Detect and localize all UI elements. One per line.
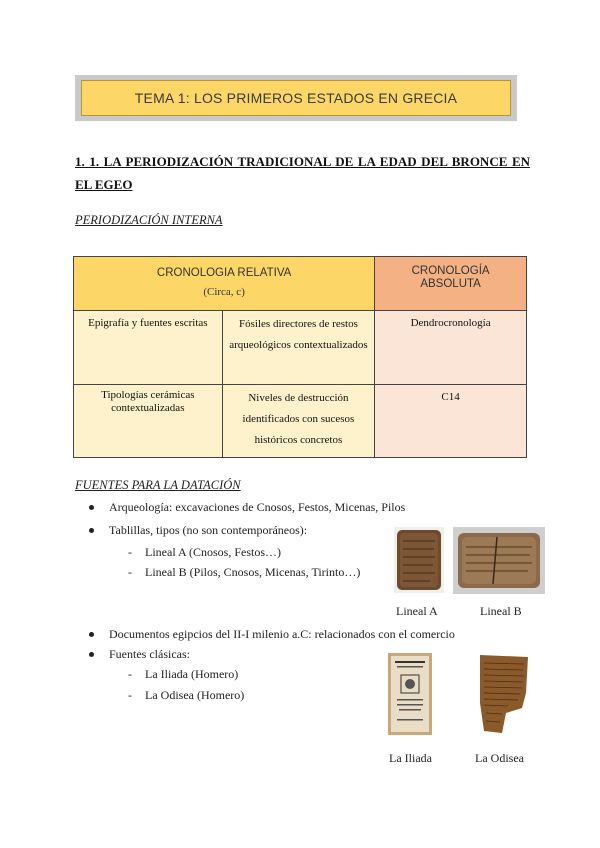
table-cell: Tipologías cerámicas contextualizadas <box>74 385 223 458</box>
iliad-book-image <box>388 653 432 735</box>
caption-linear-b: Lineal B <box>480 604 522 618</box>
caption-linear-a: Lineal A <box>396 604 438 618</box>
linear-a-tablet-image <box>394 527 444 593</box>
chronology-table <box>73 256 527 457</box>
linear-b-tablet-image <box>453 527 545 594</box>
table-cell: Epigrafía y fuentes escritas <box>74 311 223 385</box>
caption-odyssey: La Odisea <box>475 751 524 765</box>
header-relative-sub: (Circa, c) <box>203 286 245 298</box>
header-absolute: CRONOLOGÍA ABSOLUTA <box>375 257 527 311</box>
table-cell: Fósiles directores de restos arqueológicos contextualizados <box>222 311 375 385</box>
title-banner <box>75 75 517 121</box>
odyssey-papyrus-image <box>476 653 532 735</box>
header-relative <box>74 257 375 311</box>
header-relative-title: CRONOLOGIA RELATIVA <box>156 267 292 279</box>
table-cell: Dendrocronología <box>375 311 527 385</box>
section-heading: 1. 1. LA PERIODIZACIÓN TRADICIONAL DE LA EDAD DEL BRONCE EN EL EGEO <box>75 154 530 192</box>
table-cell: Niveles de destrucción identificados con sucesos históricos concretos <box>222 385 375 458</box>
caption-iliad: La Iliada <box>389 751 432 765</box>
table-cell: C14 <box>375 385 527 458</box>
sources-label: FUENTES PARA LA DATACIÓN <box>75 478 241 492</box>
periodization-label: PERIODIZACIÓN INTERNA <box>75 213 223 227</box>
page-title: TEMA 1: LOS PRIMEROS ESTADOS EN GRECIA <box>81 80 511 116</box>
